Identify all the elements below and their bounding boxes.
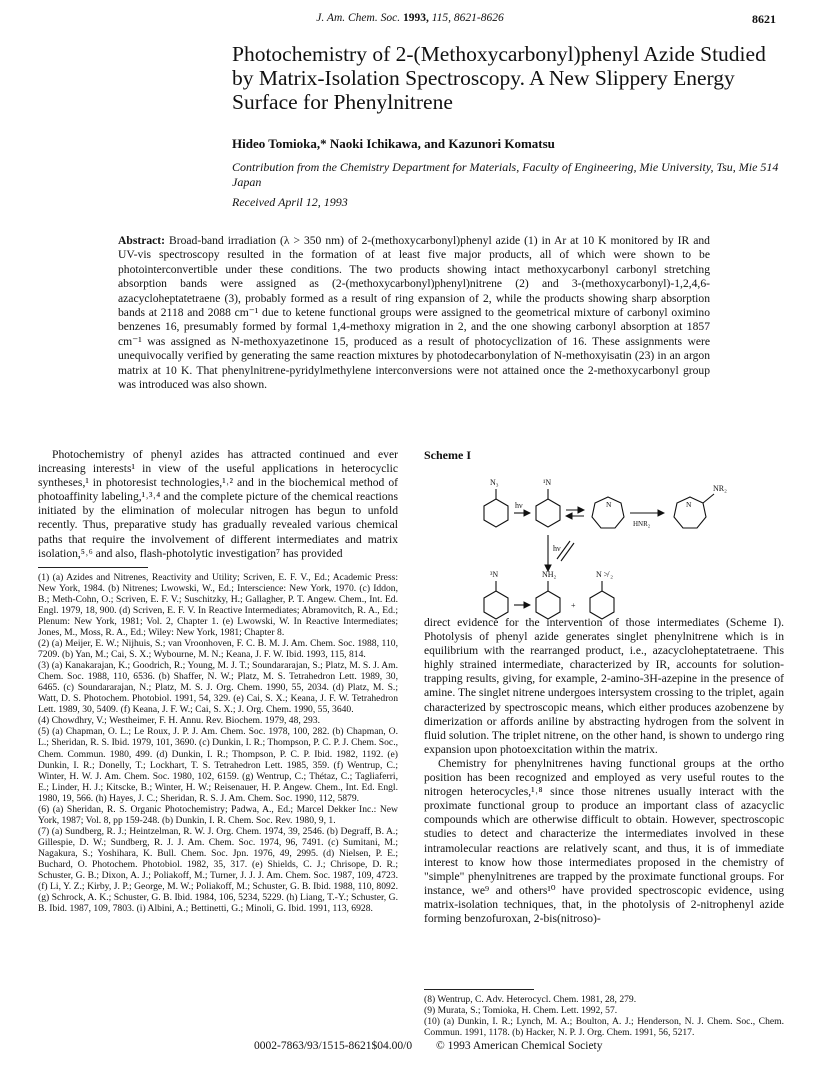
copyright: © 1993 American Chemical Society	[436, 1040, 603, 1052]
azobenzene-label: N ≯ ₂	[596, 570, 614, 579]
aniline-label: NH₂	[542, 570, 557, 579]
scheme-title: Scheme I	[424, 448, 471, 462]
affiliation: Contribution from the Chemistry Department for Materials, Faculty of Engineering, Mie University, Tsu, Mie 514 Japan	[232, 160, 779, 189]
abstract-text: Broad-band irradiation (λ > 350 nm) of 2-(methoxycarbonyl)phenyl azide (1) in Ar at 10 K monitored by IR and UV-vis spectroscopy resulted in the formation of at least five major products, all of which were shown to be photointerconvertible under these conditions. The two products showing intact methoxycarbonyl carbonyl stretching absorption bands were assigned as (2-(methoxycarbonyl)phenyl)nitrene (2) and 3-(methoxycarbonyl)-1,2,4,6-azacycloheptatetraene (3), probably formed as a result of ring expansion of 2, while the products showing sharp absorption bands at 2118 and 2088 cm⁻¹ due to ketene functional groups were assigned to the geometrical mixture of carbonyl oximino benzenes 16, presumably formed by formal 1,4-methoxy migration in 2, and the one showing carbonyl absorption at 1857 cm⁻¹ was assigned as N-methoxyazetinone 15, produced as a result of photocyclization of 16. These assignments were unequivocally verified by generating the same reaction mixtures by photodecarbonylation of N-methoxyisatin (23) in an argon matrix at 10 K. That phenylnitrene-pyridylmethylene interconversions were not attained once the 2-methoxycarbonyl group was introduced was also shown.	[118, 234, 710, 392]
azide-label: N₃	[490, 478, 499, 487]
footnote: (1) (a) Azides and Nitrenes, Reactivity and Utility; Scriven, E. F. V., Ed.; Academic Press: New York, 1984. (b) Nitrenes; Lwowski, W., Ed.; Interscience: New York, 1970. (c) Iddon, B.; Meth-Cohn, O.; Scriven, E. F. V.; Suschitzky, H.; Gallagher, P. T. Angew. Chem., Int. Ed. Engl. 1979, 18, 900. (d) Scriven, E. F. V. In Reactive Intermediates; Abramovitch, R. A., Ed.; Plenum: New York, 1981; Vol. 2, Chapter 1. (e) Lwowski, W. In Reactive Intermediates; Jones, M., Moss, R. A., Ed.; Wiley: New York, 1981; Chapter 8.	[38, 571, 398, 638]
body-paragraph: direct evidence for the intervention of those intermediates (Scheme I). Photolysis of phenyl azide generates singlet phenylnitrene which is in equilibrium with the rearranged product, i.e., azacycloheptatetraene. This highly strained intermediate, characterized by IR, accounts for solution-trapping results, giving, for example, 2-amino-3H-azepine in the presence of amine. The singlet nitrene undergoes intersystem crossing to the triplet, again characterized by spectroscopic means, which either produces azobenzene by dimerization or affords aniline by abstracting hydrogen from the solvent in fluid solution. The triplet nitrene, on the other hand, is shown to undergo ring expansion upon photoexcitation within the matrix.	[424, 616, 784, 756]
author-list: Hideo Tomioka,* Naoki Ichikawa, and Kazunori Komatsu	[232, 136, 555, 151]
reagent-label: HNR₂	[633, 520, 651, 528]
footnote: (9) Murata, S.; Tomioka, H. Chem. Lett. 1992, 57.	[424, 1005, 618, 1017]
footnote: (10) (a) Dunkin, I. R.; Lynch, M. A.; Boulton, A. J.; Henderson, N. J. Chem. Soc., Chem. Commun. 1991, 1178. (b) Hacker, N. P. J. Org. Chem. 1991, 56, 5217.	[424, 1016, 784, 1039]
benzene-ring	[536, 591, 560, 619]
footnote: (8) Wentrup, C. Adv. Heterocycl. Chem. 1981, 28, 279.	[424, 994, 637, 1005]
plus-sign: +	[571, 601, 576, 610]
ring-nitrogen-label: N	[606, 500, 612, 509]
hv-label: hν	[553, 544, 561, 553]
abstract-label: Abstract:	[118, 234, 166, 247]
article-code: 0002-7863/93/1515-8621$04.00/0	[254, 1040, 413, 1052]
page-number: 8621	[752, 12, 776, 26]
footnotes-right	[424, 983, 784, 1038]
body-paragraph: Chemistry for phenylnitrenes having functional groups at the ortho position has been recognized and employed as very useful routes to the nitrogen heterocycles,¹˒⁸ since those nitrenes usually interact with the proximate functional group to produce an important class of azacyclic compounds which are otherwise difficult to obtain. However, spectroscopic studies to detect and characterize the intermediates involved in these intramolecular reactions are relatively scant, and thus, it is of immediate interest to know how those intermediates proposed in the chemistry of "simple" phenylnitrenes are trapped by the proximate functional groups. For instance, we⁹ and others¹⁰ have provided spectroscopic evidence, using matrix-isolation techniques, that, in the photolysis of 2-nitrophenyl azide forming benzofuroxan, 2-bis(nitroso)-	[424, 756, 784, 925]
footnotes-left	[38, 572, 398, 914]
journal-citation: J. Am. Chem. Soc. 1993, 115, 8621-8626	[316, 12, 504, 24]
footnote-divider	[424, 989, 534, 990]
footnote-divider	[38, 567, 148, 568]
footnote: (4) Chowdhry, V.; Westheimer, F. H. Annu. Rev. Biochem. 1979, 48, 293.	[38, 715, 320, 727]
benzene-ring	[590, 591, 614, 619]
footnote: (5) (a) Chapman, O. L.; Le Roux, J. P. J. Am. Chem. Soc. 1978, 100, 282. (b) Chapman, O. L.; Sheridan, R. S. Ibid. 1979, 101, 3690. (c) Dunkin, I. R.; Thompson, P. C. P. J. Chem. Soc., Chem. Commun. 1980, 499. (d) Dunkin, I. R.; Thompson, P. C. P. Ibid. 1982, 1192. (e) Dunkin, I. R.; Donelly, T.; Lockhart, T. S. Tetrahedron Lett. 1985, 359. (f) Wentrup, C.; Winter, H. W. J. Am. Chem. Soc. 1980, 102, 6159. (g) Wentrup, C.; Thétaz, C.; Tagliaferri, E.; Linder, H. J.; Kitscke, B.; Winter, H. W.; Reisenauer, H. P. Angew. Chem., Int. Ed. Engl. 1980, 19, 566. (h) Hayes, J. C.; Sheridan, R. S. J. Am. Chem. Soc. 1990, 112, 5879.	[38, 726, 398, 804]
singlet-nitrene-label: ¹N	[543, 478, 552, 487]
triplet-nitrene-label: ³N	[490, 570, 499, 579]
benzene-ring	[536, 499, 560, 527]
benzene-ring	[484, 499, 508, 527]
footnote: (6) (a) Sheridan, R. S. Organic Photochemistry; Padwa, A., Ed.; Marcel Dekker Inc.: New York, 1987; Vol. 8, pp 159-248. (b) Dunkin, I. R. Chem. Soc. Rev. 1980, 9, 1.	[38, 803, 398, 826]
article-title: Photochemistry of 2-(Methoxycarbonyl)phenyl Azide Studied by Matrix-Isolation Spectroscopy. A New Slippery Energy Surface for Phenylnitrene	[232, 42, 766, 114]
left-column	[38, 448, 398, 914]
hv-label: hν	[515, 501, 523, 510]
footnote: (2) (a) Meijer, E. W.; Nijhuis, S.; van Vroonhoven, F. C. B. M. J. Am. Chem. Soc. 1988, 110, 7209. (b) Yan, M.; Cai, S. X.; Wybourne, M. N.; Keana, J. F. W. Ibid. 1993, 115, 814.	[38, 638, 398, 661]
intro-paragraph: Photochemistry of phenyl azides has attracted continued and ever increasing interests¹ in view of the useful applications in heterocyclic syntheses,¹ in photoresist technologies,¹˒² and in the biochemical method of photoaffinity labeling,¹˒³˒⁴ and the complete picture of the chemical reactions initiated by the elimination of molecular nitrogen has begun to unfold recently. Thus, preparative study has gradually revealed various chemical paths that require the involvement of different intermediates and matrix isolation,⁵˒⁶ and also, flash-photolytic investigation⁷ has provided	[38, 448, 398, 560]
footnote: (3) (a) Kanakarajan, K.; Goodrich, R.; Young, M. J. T.; Soundararajan, S.; Platz, M. S. J. Am. Chem. Soc. 1988, 110, 6536. (b) Shaffer, N. W.; Platz, M. S. Tetrahedron Lett. 1989, 30, 6465. (c) Soundararajan, N.; Platz, M. S. J. Org. Chem. 1990, 55, 2034. (d) Platz, M. S.; Watt, D. S. Photochem. Photobiol. 1991, 54, 329. (e) Cai, S. X.; Keana, J. F. W. Tetrahedron Lett. 1989, 30, 5409. (f) Keana, J. F. W.; Cai, S. X.; J. Org. Chem. 1990, 55, 3640.	[38, 660, 398, 716]
benzene-ring	[484, 591, 508, 619]
amine-label: NR₂	[713, 484, 727, 493]
received-date: Received April 12, 1993	[232, 195, 348, 209]
reaction-scheme-diagram	[424, 467, 784, 627]
scheme-block	[424, 448, 784, 627]
footnote: (7) (a) Sundberg, R. J.; Heintzelman, R. W. J. Org. Chem. 1974, 39, 2546. (b) Degraff, B. A.; Gillespie, D. W.; Sundberg, R. J. J. Am. Chem. Soc. 1974, 96, 7491. (c) Sumitani, M.; Nagakura, S.; Yoshihara, K. Bull. Chem. Soc. Jpn. 1976, 49, 2995. (d) Nielsen, P. E.; Buchard, O. Photochem. Photobiol. 1982, 35, 317. (e) Shields, C. J.; Chrisope, D. R.; Schuster, G. B.; Dixon, A. J.; Poliakoff, M.; Turner, J. J. J. Am. Chem. Soc. 1987, 109, 4723. (f) Li, Y. Z.; Kirby, J. P.; George, M. W.; Poliakoff, M.; Schuster, G. B. Ibid. 1988, 110, 8092. (g) Schrock, A. K.; Schuster, G. B. Ibid. 1984, 106, 5234, 5229. (h) Liang, T.-Y.; Schuster, G. B. Ibid. 1987, 109, 7803. (i) Albini, A.; Bettinetti, G.; Minoli, G. Ibid. 1991, 113, 6928.	[38, 825, 398, 915]
abstract	[118, 234, 710, 392]
ring-nitrogen-label: N	[686, 500, 692, 509]
right-column	[424, 616, 784, 926]
